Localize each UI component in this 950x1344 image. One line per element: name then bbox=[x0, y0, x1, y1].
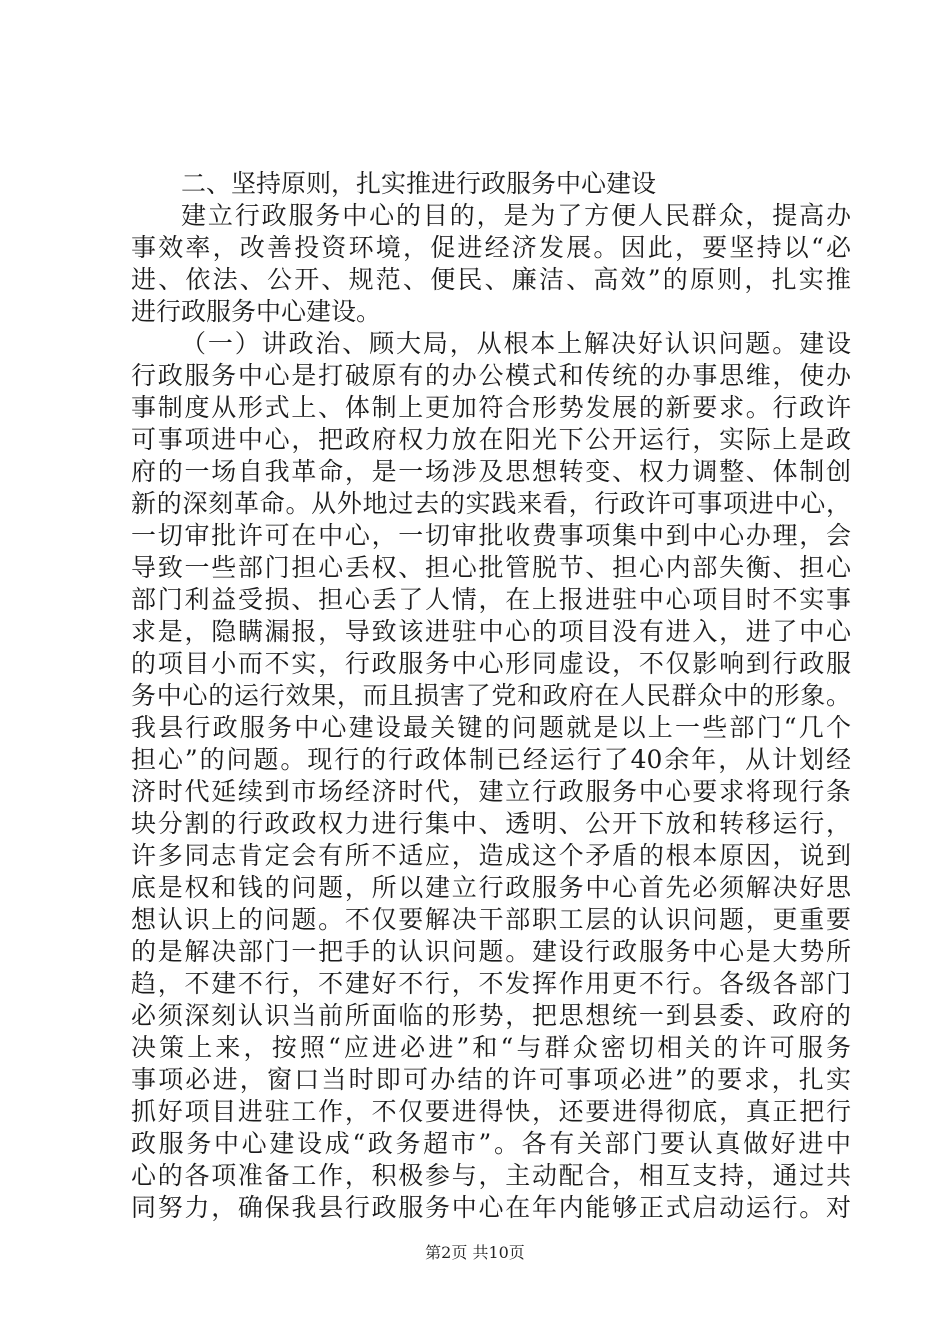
paragraph-line: 许多同志肯定会有所不适应，造成这个矛盾的根本原因，说到 bbox=[131, 841, 851, 870]
paragraph-line: 新的深刻革命。从外地过去的实践来看，行政许可事项进中心， bbox=[131, 489, 851, 518]
paragraph-line: 我县行政服务中心建设最关键的问题就是以上一些部门“几个 bbox=[131, 713, 851, 742]
paragraph-line: 建立行政服务中心的目的，是为了方便人民群众，提高办 bbox=[181, 201, 851, 230]
paragraph-line: 一切审批许可在中心，一切审批收费事项集中到中心办理，会 bbox=[131, 521, 851, 550]
paragraph-line: 趋，不建不行，不建好不行，不发挥作用更不行。各级各部门 bbox=[131, 969, 851, 998]
page-footer: 第2页 共10页 bbox=[425, 1243, 525, 1262]
paragraph-line: 担心”的问题。现行的行政体制已经运行了40余年，从计划经 bbox=[131, 745, 851, 774]
paragraph-line: 事制度从形式上、体制上更加符合形势发展的新要求。行政许 bbox=[131, 393, 851, 422]
paragraph-line: 进行政服务中心建设。 bbox=[131, 297, 382, 326]
paragraph-line: 事项必进，窗口当时即可办结的许可事项必进”的要求，扎实 bbox=[131, 1065, 851, 1094]
paragraph-line: 可事项进中心，把政府权力放在阳光下公开运行，实际上是政 bbox=[131, 425, 851, 454]
paragraph-line: 同努力，确保我县行政服务中心在年内能够正式启动运行。对 bbox=[131, 1193, 851, 1222]
paragraph-line: 政服务中心建设成“政务超市”。各有关部门要认真做好进中 bbox=[131, 1129, 851, 1158]
paragraph-line: 决策上来，按照“应进必进”和“与群众密切相关的许可服务 bbox=[131, 1033, 851, 1062]
paragraph-line: 的项目小而不实，行政服务中心形同虚设，不仅影响到行政服 bbox=[131, 649, 851, 678]
paragraph-line: 进、依法、公开、规范、便民、廉洁、高效”的原则，扎实推 bbox=[131, 265, 851, 294]
paragraph-line: 块分割的行政政权力进行集中、透明、公开下放和转移运行， bbox=[131, 809, 851, 838]
paragraph-line: 必须深刻认识当前所面临的形势，把思想统一到县委、政府的 bbox=[131, 1001, 851, 1030]
paragraph-line: 底是权和钱的问题，所以建立行政服务中心首先必须解决好思 bbox=[131, 873, 851, 902]
paragraph-line: 济时代延续到市场经济时代，建立行政服务中心要求将现行条 bbox=[131, 777, 851, 806]
paragraph-line: 事效率，改善投资环境，促进经济发展。因此，要坚持以“必 bbox=[131, 233, 851, 262]
paragraph-line: 想认识上的问题。不仅要解决干部职工层的认识问题，更重要 bbox=[131, 905, 851, 934]
paragraph-line: 务中心的运行效果，而且损害了党和政府在人民群众中的形象。 bbox=[131, 681, 851, 710]
paragraph-line: 导致一些部门担心丢权、担心批管脱节、担心内部失衡、担心 bbox=[131, 553, 851, 582]
paragraph-line: （一）讲政治、顾大局，从根本上解决好认识问题。建设 bbox=[181, 329, 851, 358]
document-body bbox=[131, 168, 851, 1224]
paragraph-line: 求是，隐瞒漏报，导致该进驻中心的项目没有进入，进了中心 bbox=[131, 617, 851, 646]
paragraph-line: 行政服务中心是打破原有的办公模式和传统的办事思维，使办 bbox=[131, 361, 851, 390]
paragraph-line: 心的各项准备工作，积极参与，主动配合，相互支持，通过共 bbox=[131, 1161, 851, 1190]
paragraph-line: 部门利益受损、担心丢了人情，在上报进驻中心项目时不实事 bbox=[131, 585, 851, 614]
section-heading: 二、坚持原则，扎实推进行政服务中心建设 bbox=[181, 169, 657, 198]
paragraph-line: 府的一场自我革命，是一场涉及思想转变、权力调整、体制创 bbox=[131, 457, 851, 486]
paragraph-line: 的是解决部门一把手的认识问题。建设行政服务中心是大势所 bbox=[131, 937, 851, 966]
paragraph-line: 抓好项目进驻工作，不仅要进得快，还要进得彻底，真正把行 bbox=[131, 1097, 851, 1126]
